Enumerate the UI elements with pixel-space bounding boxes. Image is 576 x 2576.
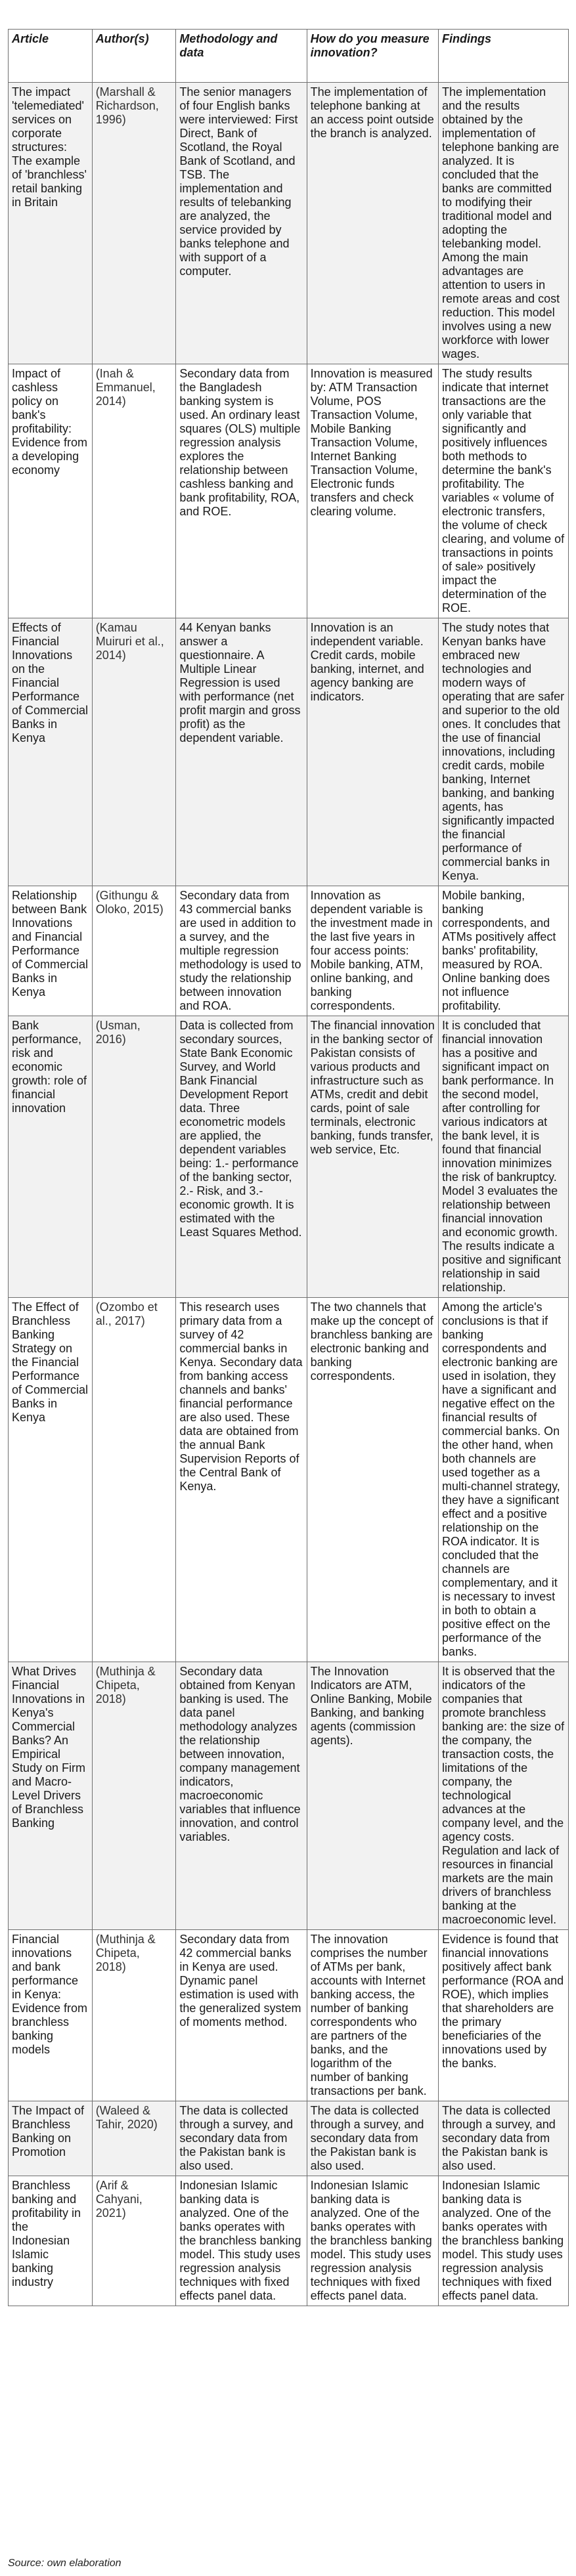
cell-article: What Drives Financial Innovations in Kenya's Commercial Banks? An Empirical Study on Firm and Macro-Level Drivers of Branchless Banking	[9, 1662, 93, 1930]
cell-measure: The data is collected through a survey, and secondary data from the Pakistan bank is also used.	[307, 2101, 438, 2176]
cell-methodology: Secondary data obtained from Kenyan banking is used. The data panel methodology analyzes the relationship between innovation, company management indicators, macroeconomic variables that influence innovation, and control variables.	[176, 1662, 307, 1930]
table-row	[9, 83, 569, 364]
cell-measure: The Innovation Indicators are ATM, Online Banking, Mobile Banking, and banking agents (commission agents).	[307, 1662, 438, 1930]
cell-article: Branchless banking and profitability in the Indonesian Islamic banking industry	[9, 2176, 93, 2306]
cell-authors: (Inah & Emmanuel, 2014)	[92, 364, 176, 618]
cell-authors: (Githungu & Oloko, 2015)	[92, 886, 176, 1016]
cell-measure: Indonesian Islamic banking data is analyzed. One of the banks operates with the branchless banking model. This study uses regression analysis techniques with fixed effects panel data.	[307, 2176, 438, 2306]
cell-methodology: Secondary data from 43 commercial banks are used in addition to a survey, and the multiple regression methodology is used to study the relationship between innovation and ROA.	[176, 886, 307, 1016]
cell-findings: Evidence is found that financial innovations positively affect bank performance (ROA and ROE), which implies that shareholders are the primary beneficiaries of the innovations used by the banks.	[439, 1930, 569, 2101]
table-row	[9, 2176, 569, 2306]
cell-article: Impact of cashless policy on bank's profitability: Evidence from a developing economy	[9, 364, 93, 618]
cell-methodology: 44 Kenyan banks answer a questionnaire. A Multiple Linear Regression is used with performance (net profit margin and gross profit) as the dependent variable.	[176, 618, 307, 886]
cell-findings: Mobile banking, banking correspondents, and ATMs positively affect banks' profitability, measured by ROA. Online banking does not influence profitability.	[439, 886, 569, 1016]
literature-table-wrapper	[8, 29, 569, 2306]
cell-measure: Innovation is an independent variable. Credit cards, mobile banking, internet, and agency banking are indicators.	[307, 618, 438, 886]
cell-authors: (Muthinja & Chipeta, 2018)	[92, 1662, 176, 1930]
column-header-article: Article	[9, 30, 93, 83]
literature-table	[8, 29, 569, 2306]
header-row	[9, 30, 569, 83]
cell-measure: The innovation comprises the number of ATMs per bank, accounts with Internet banking access, the number of banking correspondents who are partners of the banks, and the logarithm of the number of banking transactions per bank.	[307, 1930, 438, 2101]
table-row	[9, 618, 569, 886]
cell-authors: (Muthinja & Chipeta, 2018)	[92, 1930, 176, 2101]
cell-methodology: Secondary data from the Bangladesh banking system is used. An ordinary least squares (OLS) multiple regression analysis explores the relationship between cashless banking and bank profitability, ROA, and ROE.	[176, 364, 307, 618]
source-note: Source: own elaboration	[8, 2558, 122, 2569]
cell-findings: It is observed that the indicators of the companies that promote branchless banking are: the size of the company, the transaction costs, the limitations of the company, the technological advances at the company level, and the agency costs. Regulation and lack of resources in financial markets are the main drivers of branchless banking at the macroeconomic level.	[439, 1662, 569, 1930]
table-body	[9, 83, 569, 2306]
cell-article: The Impact of Branchless Banking on Promotion	[9, 2101, 93, 2176]
cell-findings: The data is collected through a survey, and secondary data from the Pakistan bank is also used.	[439, 2101, 569, 2176]
table-row	[9, 1298, 569, 1662]
cell-methodology: Data is collected from secondary sources, State Bank Economic Survey, and World Bank Financial Development Report data. Three econometric models are applied, the dependent variables being: 1.- performance of the banking sector, 2.- Risk, and 3.- economic growth. It is estimated with the Least Squares Method.	[176, 1016, 307, 1298]
cell-findings: The study notes that Kenyan banks have embraced new technologies and modern ways of operating that are safer and superior to the old ones. It concludes that the use of financial innovations, including credit cards, mobile banking, Internet banking, and banking agents, has significantly impacted the financial performance of commercial banks in Kenya.	[439, 618, 569, 886]
cell-authors: (Usman, 2016)	[92, 1016, 176, 1298]
table-row	[9, 1016, 569, 1298]
column-header-measure: How do you measure innovation?	[307, 30, 438, 83]
cell-authors: (Marshall & Richardson, 1996)	[92, 83, 176, 364]
cell-measure: Innovation as dependent variable is the investment made in the last five years in four access points: Mobile banking, ATM, online banking, and banking correspondents.	[307, 886, 438, 1016]
cell-measure: Innovation is measured by: ATM Transaction Volume, POS Transaction Volume, Mobile Banking Transaction Volume, Internet Banking Transaction Volume, Electronic funds transfers and check clearing volume.	[307, 364, 438, 618]
table-row	[9, 886, 569, 1016]
cell-methodology: Indonesian Islamic banking data is analyzed. One of the banks operates with the branchless banking model. This study uses regression analysis techniques with fixed effects panel data.	[176, 2176, 307, 2306]
cell-article: Effects of Financial Innovations on the Financial Performance of Commercial Banks in Kenya	[9, 618, 93, 886]
column-header-authors: Author(s)	[92, 30, 176, 83]
cell-article: Bank performance, risk and economic growth: role of financial innovation	[9, 1016, 93, 1298]
cell-authors: (Arif & Cahyani, 2021)	[92, 2176, 176, 2306]
cell-methodology: The senior managers of four English banks were interviewed: First Direct, Bank of Scotland, the Royal Bank of Scotland, and TSB. The implementation and results of telebanking are analyzed, the service provided by banks telephone and with support of a computer.	[176, 83, 307, 364]
cell-findings: Among the article's conclusions is that if banking correspondents and electronic banking are used in isolation, they have a significant and negative effect on the financial results of commercial banks. On the other hand, when both channels are used together as a multi-channel strategy, they have a significant effect and a positive relationship on the ROA indicator. It is concluded that the channels are complementary, and it is necessary to invest in both to obtain a positive effect on the performance of the banks.	[439, 1298, 569, 1662]
cell-article: The Effect of Branchless Banking Strategy on the Financial Performance of Commercial Banks in Kenya	[9, 1298, 93, 1662]
column-header-methodology: Methodology and data	[176, 30, 307, 83]
cell-measure: The two channels that make up the concept of branchless banking are electronic banking and banking correspondents.	[307, 1298, 438, 1662]
cell-methodology: This research uses primary data from a survey of 42 commercial banks in Kenya. Secondary data from banking access channels and banks' financial performance are also used. These data are obtained from the annual Bank Supervision Reports of the Central Bank of Kenya.	[176, 1298, 307, 1662]
cell-measure: The implementation of telephone banking at an access point outside the branch is analyzed.	[307, 83, 438, 364]
cell-authors: (Waleed & Tahir, 2020)	[92, 2101, 176, 2176]
cell-findings: The implementation and the results obtained by the implementation of telephone banking are analyzed. It is concluded that the banks are committed to modifying their traditional model and adopting the telebanking model. Among the main advantages are attention to users in remote areas and cost reduction. This model involves using a new workforce with lower wages.	[439, 83, 569, 364]
table-row	[9, 2101, 569, 2176]
table-row	[9, 364, 569, 618]
cell-methodology: The data is collected through a survey, and secondary data from the Pakistan bank is also used.	[176, 2101, 307, 2176]
cell-findings: Indonesian Islamic banking data is analyzed. One of the banks operates with the branchless banking model. This study uses regression analysis techniques with fixed effects panel data.	[439, 2176, 569, 2306]
cell-findings: The study results indicate that internet transactions are the only variable that significantly and positively influences both methods to determine the bank's profitability. The variables « volume of electronic transfers, the volume of check clearing, and volume of transactions in points of sale» positively impact the determination of the ROE.	[439, 364, 569, 618]
cell-methodology: Secondary data from 42 commercial banks in Kenya are used. Dynamic panel estimation is used with the generalized system of moments method.	[176, 1930, 307, 2101]
cell-findings: It is concluded that financial innovation has a positive and significant impact on bank performance. In the second model, after controlling for various indicators at the bank level, it is found that financial innovation minimizes the risk of bankruptcy. Model 3 evaluates the relationship between financial innovation and economic growth. The results indicate a positive and significant relationship in said relationship.	[439, 1016, 569, 1298]
cell-measure: The financial innovation in the banking sector of Pakistan consists of various products and infrastructure such as ATMs, credit and debit cards, point of sale terminals, electronic banking, funds transfer, web service, Etc.	[307, 1016, 438, 1298]
cell-authors: (Kamau Muiruri et al., 2014)	[92, 618, 176, 886]
cell-authors: (Ozombo et al., 2017)	[92, 1298, 176, 1662]
cell-article: Relationship between Bank Innovations and Financial Performance of Commercial Banks in Kenya	[9, 886, 93, 1016]
cell-article: The impact 'telemediated' services on corporate structures: The example of 'branchless' retail banking in Britain	[9, 83, 93, 364]
table-row	[9, 1930, 569, 2101]
table-row	[9, 1662, 569, 1930]
column-header-findings: Findings	[439, 30, 569, 83]
cell-article: Financial innovations and bank performance in Kenya: Evidence from branchless banking models	[9, 1930, 93, 2101]
